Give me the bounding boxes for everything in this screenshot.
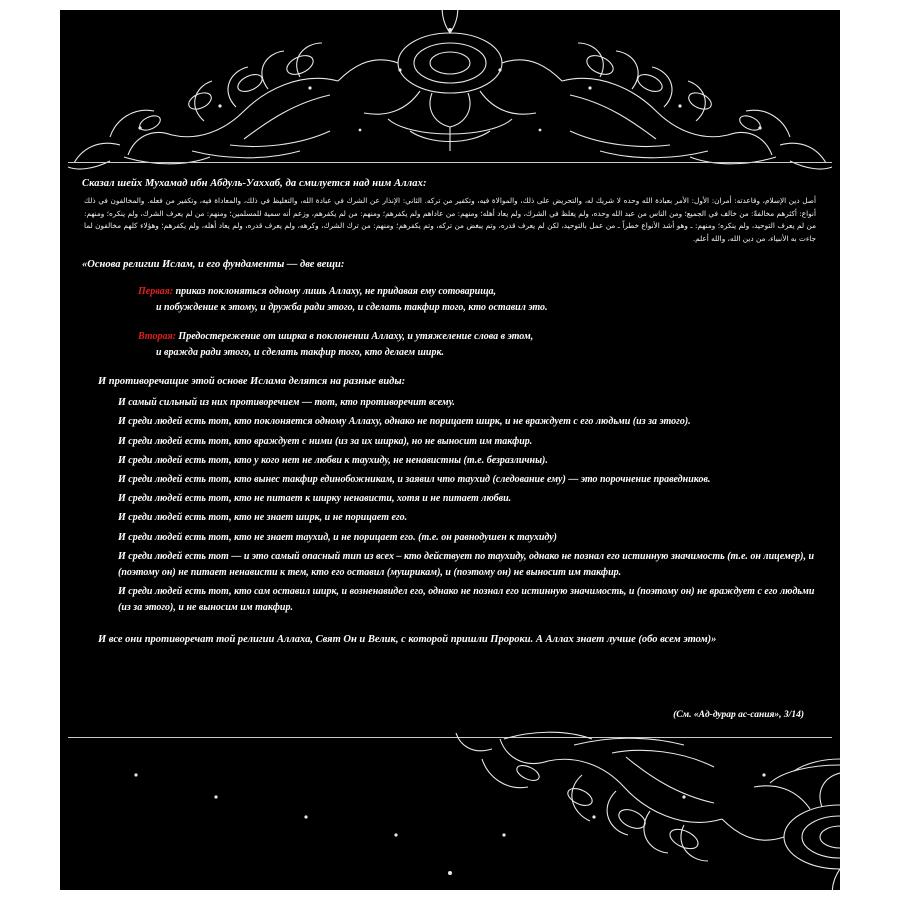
list-item: И самый сильный из них противоречием — тот, кто противоречит всему. — [118, 397, 455, 409]
point-first-line2: и побуждение к этому, и дружба ради этого, и сделать такфир того, кто оставил это. — [156, 301, 548, 313]
list-item: И среди людей есть тот, кто не знает ширк, и не порицает его. — [118, 512, 408, 524]
types-list — [118, 395, 818, 616]
point-first — [138, 284, 818, 315]
intro-line: Сказал шейх Мухамад ибн Абдуль-Уаххаб, да смилуется над ним Аллах: — [82, 178, 427, 189]
floral-ornament-icon — [60, 10, 840, 170]
document-content — [68, 170, 832, 745]
list-item: И среди людей есть тот — и это самый опасный тип из всех – кто действует по таухиду, однако не познал его истинную значимость (т.е. он лицемер), и (поэтому он) не питает ненависти к тем, кто его оставил (мушрикам), и (поэтому он) не выносит им такфир. — [118, 550, 815, 578]
point-second — [138, 329, 818, 360]
list-item: И среди людей есть тот, кто не знает таухид, и не порицает его. (т.е. он равнодушен к таухиду) — [118, 531, 558, 543]
bottom-ornament-band — [60, 725, 840, 890]
arabic-passage: أصل دين الإسلام، وقاعدته: أمران: الأول: الأمر بعبادة الله وحده لا شريك له، والتحريض على ذلك، والموالاة فيه، وتكفير من تركه. الثاني: الإنذار عن الشرك في عبادة الله، والتغليظ في ذلك، والمعاداة فيه، وتكفير من فعله. والمخالفون في ذلك أنواع: أكثرهم مخالفةً: من خالف في الجميع؛ ومن الناس من عبد الله وحده، ولم يغلظ في الشرك، ولم يعاد أهله؛ ومنهم: من عاداهم ولم يكفرهم؛ ومنهم: من لم يكفرهم، وزعم أنه سمية للمسلمين؛ ومنهم: من لم يعرف الشرك، ولم ينكره؛ ومنهم: من لم يعرف التوحيد، ولم ينكره؛ ومنهم: ـ وهو أشد الأنواع خطراً ـ من عمل بالتوحيد، لكن لم يعرف قدره، وتم يبغض من تركه، وتم يكفرهم؛ ومنهم: من ترك الشرك، وكرهه، ولم يعرف قدره، ولم يعاد أهله، ولم يكفرهم؛ وهؤلاء كلهم مخالفون لما جاءت به الأنبياء، من دين الله، والله أعلم. — [84, 196, 816, 243]
list-item: И среди людей есть тот, кто сам оставил ширк, и возненавидел его, однако не познал его истинную значимость, и (поэтому он) не враждует с его людьми (из за этого), и не выносим им такфир. — [118, 586, 815, 614]
section-heading: И противоречащие этой основе Ислама делятся на разные виды: — [98, 376, 406, 388]
bottom-divider-rule — [68, 737, 832, 738]
point-second-label: Вторая: — [138, 331, 176, 343]
lead-line: «Основа религии Ислам, и его фундаменты — две вещи: — [82, 259, 345, 271]
point-first-line1: приказ поклоняться одному лишь Аллаху, не придавая ему сотоварища, — [175, 286, 497, 298]
list-item: И среди людей есть тот, кто у кого нет не любви к таухиду, не ненавистны (т.е. безразличны). — [118, 454, 548, 466]
list-item: И среди людей есть тот, кто поклоняется одному Аллаху, однако не порицает ширк, и не враждует с его людьми (из за этого). — [118, 416, 691, 428]
top-divider-rule — [68, 162, 832, 163]
source-citation: (См. «Ад-дурар ас-сания», 3/14) — [673, 710, 804, 720]
list-item: И среди людей есть тот, кто вынес такфир единобожникам, и заявил что таухид (следование ему) — это порочнение праведников. — [118, 473, 711, 485]
top-ornament-band — [60, 10, 840, 170]
point-second-line2: и вражда ради этого, и сделать такфир того, кто делаем ширк. — [156, 346, 445, 358]
point-first-label: Первая: — [138, 286, 174, 298]
list-item: И среди людей есть тот, кто враждует с ними (из за их ширка), но не выносит им такфир. — [118, 435, 533, 447]
list-item: И среди людей есть тот, кто не питает к ширку ненависти, хотя и не питает любви. — [118, 493, 512, 505]
closing-line: И все они противоречат той религии Аллаха, Свят Он и Велик, с которой пришли Пророки. А Аллах знает лучше (обо всем этом)» — [98, 634, 717, 646]
floral-ornament-icon — [60, 725, 840, 890]
ornate-card — [60, 10, 840, 890]
point-second-line1: Предостережение от ширка в поклонении Аллаху, и утяжеление слова в этом, — [178, 331, 534, 343]
